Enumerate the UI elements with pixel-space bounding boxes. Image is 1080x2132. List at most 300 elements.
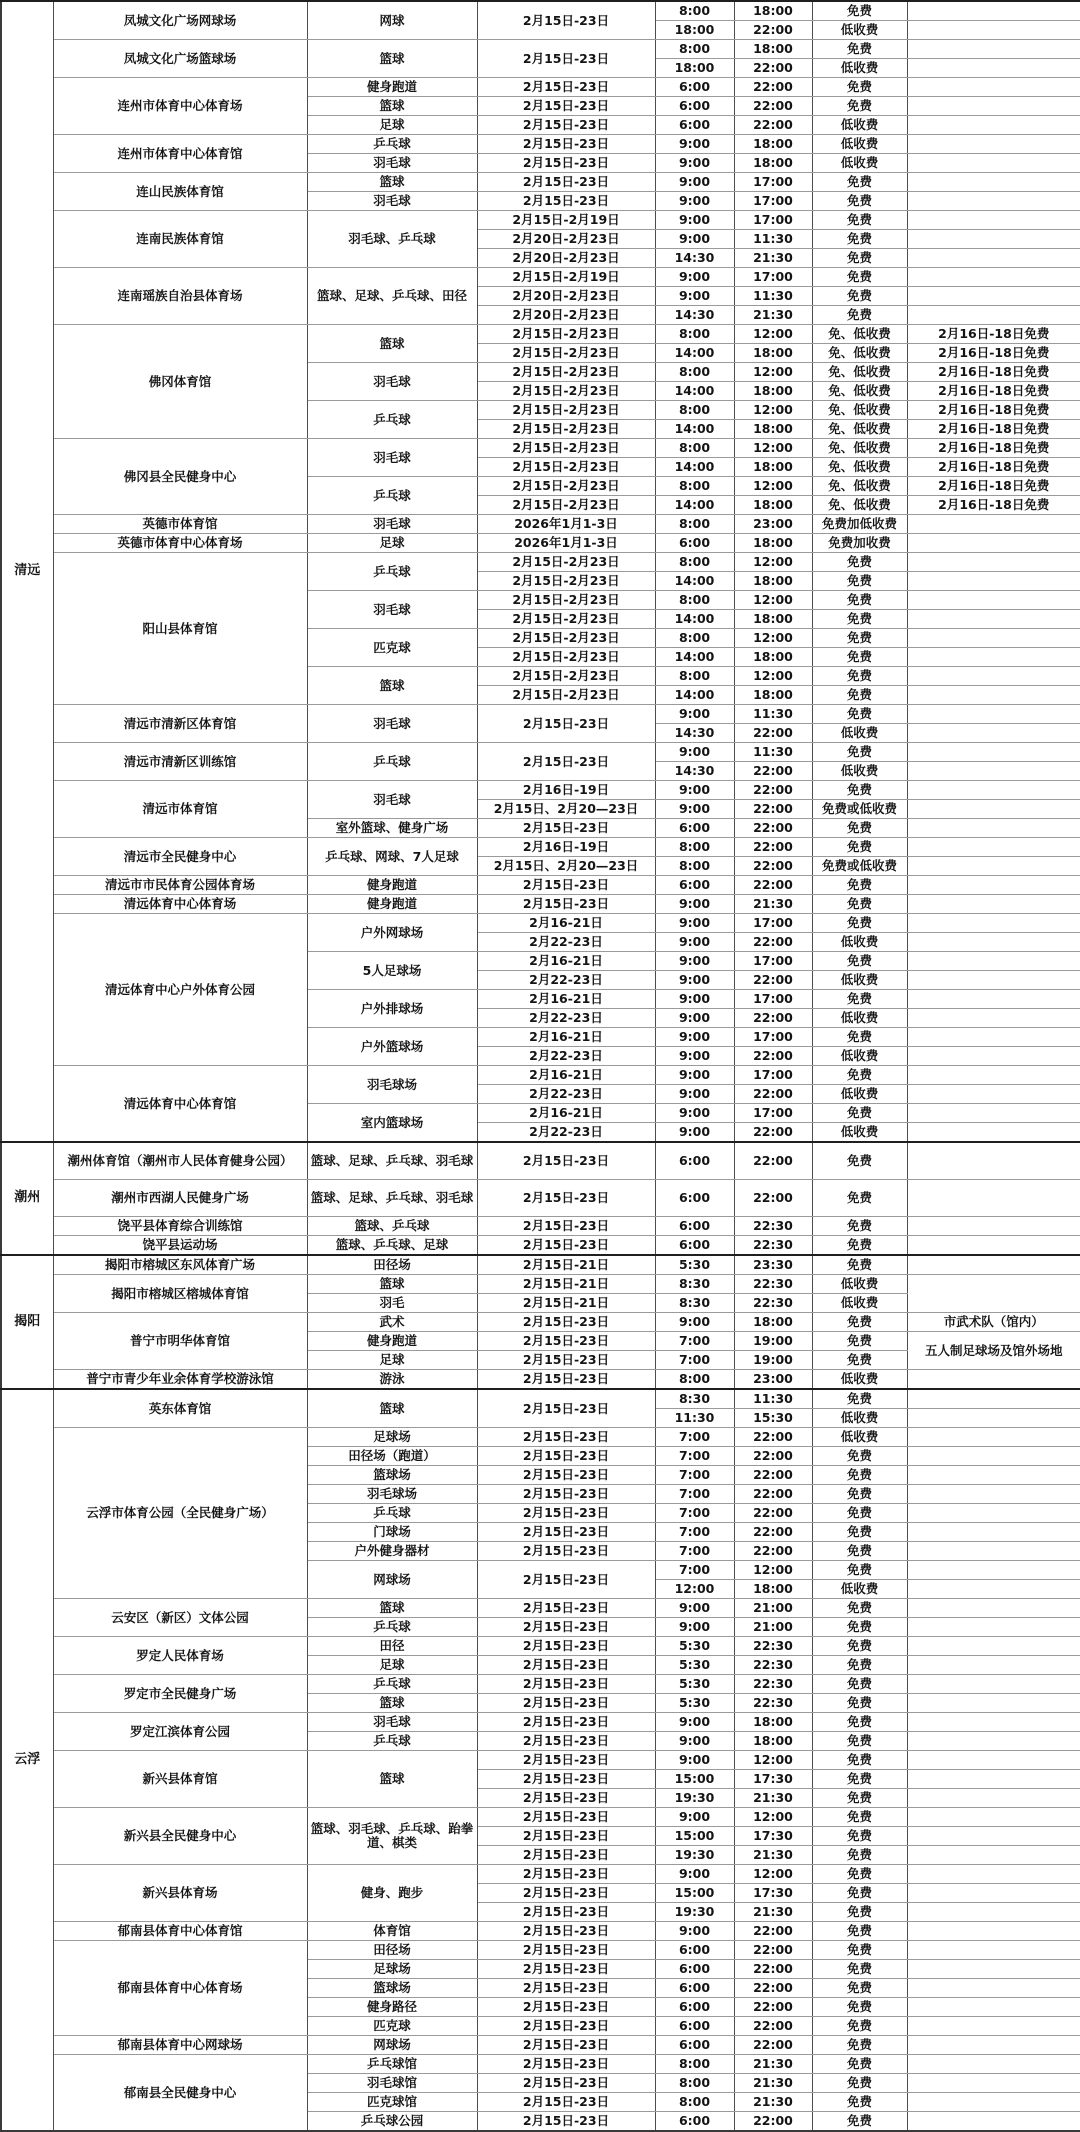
start-time-cell: 8:00 [655, 1, 734, 21]
sport-cell: 足球场 [307, 1960, 477, 1979]
start-time-cell: 14:30 [655, 762, 734, 781]
end-time-cell: 22:00 [734, 1998, 812, 2017]
venue-cell: 罗定人民体育场 [53, 1637, 307, 1675]
sport-cell: 体育馆 [307, 1922, 477, 1941]
fee-cell: 免费 [812, 1637, 907, 1656]
end-time-cell: 18:00 [734, 686, 812, 705]
sport-cell: 羽毛球 [307, 439, 477, 477]
date-cell: 2月15日-23日 [477, 1979, 655, 1998]
date-cell: 2月15日-23日 [477, 1351, 655, 1370]
note-cell: 2月16日-18日免费 [907, 439, 1080, 458]
venue-cell: 饶平县体育综合训练馆 [53, 1217, 307, 1236]
date-cell: 2月15日-23日 [477, 743, 655, 781]
sport-cell: 健身跑道 [307, 78, 477, 97]
start-time-cell: 9:00 [655, 1751, 734, 1770]
note-cell [907, 990, 1080, 1009]
date-cell: 2月16日-19日 [477, 781, 655, 800]
sport-cell: 乒乓球、网球、7人足球 [307, 838, 477, 876]
date-cell: 2月15日-23日 [477, 1389, 655, 1428]
date-cell: 2月15日-23日 [477, 2112, 655, 2132]
start-time-cell: 9:00 [655, 743, 734, 762]
fee-cell: 免费 [812, 876, 907, 895]
start-time-cell: 8:30 [655, 1294, 734, 1313]
table-row [1, 135, 1080, 154]
fee-cell: 免、低收费 [812, 458, 907, 477]
table-row [1, 40, 1080, 59]
venue-cell: 连州市体育中心体育馆 [53, 135, 307, 173]
fee-cell: 免、低收费 [812, 382, 907, 401]
sport-cell: 羽毛球 [307, 154, 477, 173]
date-cell: 2月15日-23日 [477, 1370, 655, 1390]
end-time-cell: 22:00 [734, 724, 812, 743]
end-time-cell: 12:00 [734, 439, 812, 458]
start-time-cell: 6:00 [655, 116, 734, 135]
start-time-cell: 6:00 [655, 1180, 734, 1217]
fee-cell: 免费 [812, 1656, 907, 1675]
venue-cell: 连南民族体育馆 [53, 211, 307, 268]
fee-cell: 免费 [812, 1389, 907, 1409]
end-time-cell: 21:30 [734, 2055, 812, 2074]
date-cell: 2月15日-23日 [477, 1599, 655, 1618]
start-time-cell: 18:00 [655, 59, 734, 78]
date-cell: 2月16-21日 [477, 952, 655, 971]
end-time-cell: 17:00 [734, 192, 812, 211]
sport-cell: 篮球、羽毛球、乒乓球、跆拳道、棋类 [307, 1808, 477, 1865]
sport-cell: 羽毛球场 [307, 1485, 477, 1504]
note-cell: 2月16日-18日免费 [907, 420, 1080, 439]
start-time-cell: 8:00 [655, 439, 734, 458]
note-cell [907, 154, 1080, 173]
venue-cell: 佛冈体育馆 [53, 325, 307, 439]
fee-cell: 免费 [812, 2074, 907, 2093]
fee-cell: 免费 [812, 192, 907, 211]
start-time-cell: 8:30 [655, 1389, 734, 1409]
note-cell [907, 914, 1080, 933]
table-row [1, 1808, 1080, 1827]
date-cell: 2026年1月1-3日 [477, 534, 655, 553]
note-cell [907, 1846, 1080, 1865]
date-cell: 2月15日-23日 [477, 116, 655, 135]
note-cell [907, 1827, 1080, 1846]
end-time-cell: 18:00 [734, 382, 812, 401]
end-time-cell: 22:00 [734, 1123, 812, 1143]
fee-cell: 免费 [812, 2055, 907, 2074]
fee-cell: 低收费 [812, 762, 907, 781]
venue-cell: 潮州体育馆（潮州市人民体育健身公园） [53, 1142, 307, 1180]
fee-cell: 免、低收费 [812, 439, 907, 458]
sport-cell: 乒乓球 [307, 743, 477, 781]
end-time-cell: 22:00 [734, 781, 812, 800]
end-time-cell: 22:30 [734, 1694, 812, 1713]
end-time-cell: 23:00 [734, 1370, 812, 1390]
sport-cell: 羽毛球 [307, 192, 477, 211]
date-cell: 2月15日-2月23日 [477, 344, 655, 363]
venue-cell: 清远市全民健身中心 [53, 838, 307, 876]
note-cell [907, 2074, 1080, 2093]
end-time-cell: 18:00 [734, 1713, 812, 1732]
date-cell: 2月15日-21日 [477, 1275, 655, 1294]
date-cell: 2月15日-23日 [477, 1789, 655, 1808]
start-time-cell: 7:00 [655, 1561, 734, 1580]
start-time-cell: 9:00 [655, 1618, 734, 1637]
fee-cell: 低收费 [812, 1409, 907, 1428]
fee-cell: 免费 [812, 2093, 907, 2112]
note-cell [907, 743, 1080, 762]
fee-cell: 免费 [812, 1466, 907, 1485]
date-cell: 2月15日-23日 [477, 1142, 655, 1180]
note-cell [907, 40, 1080, 59]
sport-cell: 匹克球 [307, 2017, 477, 2036]
fee-cell: 免费 [812, 895, 907, 914]
fee-cell: 免、低收费 [812, 401, 907, 420]
sport-cell: 田径 [307, 1637, 477, 1656]
note-cell [907, 591, 1080, 610]
sport-cell: 足球 [307, 1351, 477, 1370]
start-time-cell: 8:00 [655, 629, 734, 648]
fee-cell: 免费 [812, 1485, 907, 1504]
fee-cell: 免费 [812, 1884, 907, 1903]
note-cell: 2月16日-18日免费 [907, 344, 1080, 363]
end-time-cell: 21:30 [734, 249, 812, 268]
table-row [1, 2036, 1080, 2055]
date-cell: 2月15日-23日 [477, 1180, 655, 1217]
sport-cell: 篮球 [307, 1599, 477, 1618]
date-cell: 2月15日-23日 [477, 1922, 655, 1941]
end-time-cell: 17:30 [734, 1827, 812, 1846]
end-time-cell: 22:00 [734, 1542, 812, 1561]
table-row [1, 173, 1080, 192]
date-cell: 2月16-21日 [477, 1104, 655, 1123]
note-cell [907, 1370, 1080, 1390]
date-cell: 2月15日-23日 [477, 1694, 655, 1713]
note-cell [907, 78, 1080, 97]
sport-cell: 户外篮球场 [307, 1028, 477, 1066]
note-cell [907, 1941, 1080, 1960]
venue-cell: 凤城文化广场篮球场 [53, 40, 307, 78]
date-cell: 2月20日-2月23日 [477, 230, 655, 249]
date-cell: 2月15日-23日 [477, 173, 655, 192]
date-cell: 2月15日-2月23日 [477, 572, 655, 591]
fee-cell: 免费 [812, 1941, 907, 1960]
start-time-cell: 9:00 [655, 933, 734, 952]
date-cell: 2月15日-23日 [477, 1884, 655, 1903]
table-row [1, 1599, 1080, 1618]
table-row [1, 553, 1080, 572]
date-cell: 2月15日-2月23日 [477, 439, 655, 458]
start-time-cell: 15:00 [655, 1884, 734, 1903]
end-time-cell: 12:00 [734, 325, 812, 344]
start-time-cell: 9:00 [655, 1599, 734, 1618]
start-time-cell: 9:00 [655, 173, 734, 192]
end-time-cell: 22:30 [734, 1656, 812, 1675]
table-row [1, 268, 1080, 287]
start-time-cell: 9:00 [655, 1313, 734, 1332]
date-cell: 2月15日-23日 [477, 1941, 655, 1960]
start-time-cell: 9:00 [655, 1066, 734, 1085]
sport-cell: 篮球 [307, 667, 477, 705]
end-time-cell: 22:00 [734, 1504, 812, 1523]
end-time-cell: 12:00 [734, 1561, 812, 1580]
note-cell [907, 1713, 1080, 1732]
sport-cell: 篮球 [307, 325, 477, 363]
date-cell: 2月15日-23日 [477, 1827, 655, 1846]
sport-cell: 网球 [307, 1, 477, 40]
fee-cell: 免费 [812, 40, 907, 59]
venue-cell: 新兴县体育馆 [53, 1751, 307, 1808]
note-cell [907, 1104, 1080, 1123]
end-time-cell: 22:00 [734, 1485, 812, 1504]
date-cell: 2月15日-2月23日 [477, 496, 655, 515]
fee-cell: 免费 [812, 1865, 907, 1884]
note-cell [907, 800, 1080, 819]
date-cell: 2月22-23日 [477, 971, 655, 990]
end-time-cell: 17:00 [734, 1066, 812, 1085]
date-cell: 2月15日-23日 [477, 2093, 655, 2112]
start-time-cell: 9:00 [655, 287, 734, 306]
start-time-cell: 5:30 [655, 1656, 734, 1675]
start-time-cell: 5:30 [655, 1675, 734, 1694]
start-time-cell: 6:00 [655, 2112, 734, 2132]
schedule-tbody [1, 1, 1080, 2131]
date-cell: 2月15日、2月20—23日 [477, 800, 655, 819]
end-time-cell: 18:00 [734, 1, 812, 21]
start-time-cell: 8:30 [655, 1275, 734, 1294]
start-time-cell: 14:00 [655, 572, 734, 591]
start-time-cell: 9:00 [655, 154, 734, 173]
sport-cell: 5人足球场 [307, 952, 477, 990]
note-cell: 2月16日-18日免费 [907, 363, 1080, 382]
note-cell [907, 1561, 1080, 1580]
end-time-cell: 17:00 [734, 268, 812, 287]
start-time-cell: 9:00 [655, 781, 734, 800]
fee-cell: 免费 [812, 2036, 907, 2055]
note-cell [907, 97, 1080, 116]
date-cell: 2月15日-23日 [477, 1466, 655, 1485]
note-cell: 2月16日-18日免费 [907, 325, 1080, 344]
fee-cell: 免费 [812, 1217, 907, 1236]
end-time-cell: 22:00 [734, 78, 812, 97]
note-cell [907, 230, 1080, 249]
sport-cell: 乒乓球 [307, 1504, 477, 1523]
venue-cell: 郁南县体育中心网球场 [53, 2036, 307, 2055]
sport-cell: 羽毛球 [307, 363, 477, 401]
note-cell [907, 1485, 1080, 1504]
sport-cell: 乒乓球公园 [307, 2112, 477, 2132]
start-time-cell: 7:00 [655, 1466, 734, 1485]
date-cell: 2月15日-23日 [477, 1713, 655, 1732]
fee-cell: 免费 [812, 1180, 907, 1217]
fee-cell: 免费 [812, 1236, 907, 1256]
date-cell: 2月15日-2月23日 [477, 686, 655, 705]
start-time-cell: 8:00 [655, 477, 734, 496]
end-time-cell: 21:30 [734, 2093, 812, 2112]
end-time-cell: 22:00 [734, 1085, 812, 1104]
fee-cell: 免、低收费 [812, 344, 907, 363]
date-cell: 2月20日-2月23日 [477, 249, 655, 268]
fee-cell: 免费 [812, 990, 907, 1009]
venue-cell: 罗定市全民健身广场 [53, 1675, 307, 1713]
note-cell [907, 1903, 1080, 1922]
table-row [1, 1941, 1080, 1960]
date-cell: 2月15日-2月19日 [477, 268, 655, 287]
date-cell: 2月16-21日 [477, 1028, 655, 1047]
note-cell [907, 1694, 1080, 1713]
start-time-cell: 9:00 [655, 1104, 734, 1123]
sport-cell: 健身跑道 [307, 1332, 477, 1351]
fee-cell: 低收费 [812, 1580, 907, 1599]
end-time-cell: 17:30 [734, 1884, 812, 1903]
end-time-cell: 17:00 [734, 914, 812, 933]
end-time-cell: 12:00 [734, 591, 812, 610]
date-cell: 2月22-23日 [477, 1047, 655, 1066]
note-cell [907, 1180, 1080, 1217]
sport-cell: 羽毛球 [307, 781, 477, 819]
table-row [1, 211, 1080, 230]
note-cell [907, 1142, 1080, 1180]
sport-cell: 乒乓球 [307, 477, 477, 515]
date-cell: 2月15日-23日 [477, 1903, 655, 1922]
date-cell: 2月16-21日 [477, 914, 655, 933]
end-time-cell: 22:00 [734, 1428, 812, 1447]
note-cell [907, 1979, 1080, 1998]
end-time-cell: 11:30 [734, 705, 812, 724]
date-cell: 2月15日-2月23日 [477, 553, 655, 572]
fee-cell: 免费或低收费 [812, 857, 907, 876]
end-time-cell: 22:00 [734, 762, 812, 781]
fee-cell: 免费 [812, 1542, 907, 1561]
start-time-cell: 7:00 [655, 1523, 734, 1542]
note-cell [907, 724, 1080, 743]
sport-cell: 足球场 [307, 1428, 477, 1447]
start-time-cell: 9:00 [655, 230, 734, 249]
fee-cell: 免费 [812, 249, 907, 268]
note-cell [907, 249, 1080, 268]
fee-cell: 免费 [812, 952, 907, 971]
start-time-cell: 6:00 [655, 819, 734, 838]
start-time-cell: 8:00 [655, 2093, 734, 2112]
start-time-cell: 9:00 [655, 1922, 734, 1941]
note-cell [907, 1865, 1080, 1884]
note-cell [907, 819, 1080, 838]
end-time-cell: 18:00 [734, 648, 812, 667]
date-cell: 2月15日-23日 [477, 1732, 655, 1751]
fee-cell: 免、低收费 [812, 477, 907, 496]
note-cell [907, 306, 1080, 325]
note-cell [907, 1, 1080, 21]
note-cell [907, 1580, 1080, 1599]
note-cell [907, 1217, 1080, 1236]
table-row [1, 1865, 1080, 1884]
end-time-cell: 22:30 [734, 1217, 812, 1236]
note-cell: 2月16日-18日免费 [907, 382, 1080, 401]
end-time-cell: 21:30 [734, 1789, 812, 1808]
fee-cell: 低收费 [812, 1294, 907, 1313]
end-time-cell: 22:00 [734, 1941, 812, 1960]
date-cell: 2月15日-2月23日 [477, 591, 655, 610]
start-time-cell: 9:00 [655, 211, 734, 230]
date-cell: 2月20日-2月23日 [477, 306, 655, 325]
venue-cell: 清远市体育馆 [53, 781, 307, 838]
fee-cell: 免费 [812, 1979, 907, 1998]
date-cell: 2月15日、2月20—23日 [477, 857, 655, 876]
note-cell [907, 192, 1080, 211]
date-cell: 2月15日-23日 [477, 2017, 655, 2036]
fee-cell: 免费 [812, 1675, 907, 1694]
sport-cell: 乒乓球 [307, 135, 477, 154]
date-cell: 2月16-21日 [477, 990, 655, 1009]
note-cell [907, 1085, 1080, 1104]
date-cell: 2月15日-2月23日 [477, 420, 655, 439]
fee-cell: 低收费 [812, 135, 907, 154]
sport-cell: 室内篮球场 [307, 1104, 477, 1143]
venue-cell: 普宁市青少年业余体育学校游泳馆 [53, 1370, 307, 1390]
start-time-cell: 9:00 [655, 268, 734, 287]
venue-cell: 连南瑶族自治县体育场 [53, 268, 307, 325]
fee-cell: 免费 [812, 1447, 907, 1466]
venue-cell: 郁南县全民健身中心 [53, 2055, 307, 2132]
start-time-cell: 9:00 [655, 1713, 734, 1732]
note-cell [907, 173, 1080, 192]
venue-cell: 佛冈县全民健身中心 [53, 439, 307, 515]
city-label: 揭阳 [1, 1255, 53, 1389]
end-time-cell: 21:00 [734, 1599, 812, 1618]
start-time-cell: 9:00 [655, 1123, 734, 1143]
end-time-cell: 17:00 [734, 211, 812, 230]
start-time-cell: 14:30 [655, 724, 734, 743]
sport-cell: 乒乓球 [307, 401, 477, 439]
end-time-cell: 18:00 [734, 1313, 812, 1332]
date-cell: 2月15日-23日 [477, 705, 655, 743]
table-row [1, 1275, 1080, 1294]
date-cell: 2月15日-21日 [477, 1255, 655, 1275]
fee-cell: 免费 [812, 1504, 907, 1523]
start-time-cell: 8:00 [655, 838, 734, 857]
table-row [1, 876, 1080, 895]
end-time-cell: 22:00 [734, 876, 812, 895]
start-time-cell: 6:00 [655, 534, 734, 553]
start-time-cell: 5:30 [655, 1255, 734, 1275]
note-cell [907, 1599, 1080, 1618]
note-cell [907, 2112, 1080, 2132]
date-cell: 2月15日-23日 [477, 2036, 655, 2055]
date-cell: 2月15日-23日 [477, 876, 655, 895]
note-cell [907, 838, 1080, 857]
fee-cell: 免费 [812, 1313, 907, 1332]
table-row [1, 1751, 1080, 1770]
start-time-cell: 7:00 [655, 1428, 734, 1447]
sport-cell: 户外健身器材 [307, 1542, 477, 1561]
venue-cell: 清远体育中心户外体育公园 [53, 914, 307, 1066]
table-row [1, 325, 1080, 344]
table-row [1, 1066, 1080, 1085]
venue-cell: 揭阳市榕城区榕城体育馆 [53, 1275, 307, 1313]
note-cell [907, 952, 1080, 971]
venue-cell: 新兴县体育场 [53, 1865, 307, 1922]
start-time-cell: 14:00 [655, 648, 734, 667]
date-cell: 2月15日-2月23日 [477, 477, 655, 496]
sport-cell: 足球 [307, 116, 477, 135]
start-time-cell: 7:00 [655, 1447, 734, 1466]
fee-cell: 低收费 [812, 1085, 907, 1104]
start-time-cell: 11:30 [655, 1409, 734, 1428]
table-row [1, 1180, 1080, 1217]
venue-cell: 清远市清新区体育馆 [53, 705, 307, 743]
sport-cell: 武术 [307, 1313, 477, 1332]
start-time-cell: 6:00 [655, 1236, 734, 1256]
end-time-cell: 18:00 [734, 458, 812, 477]
sport-cell: 篮球场 [307, 1979, 477, 1998]
sport-cell: 户外网球场 [307, 914, 477, 952]
